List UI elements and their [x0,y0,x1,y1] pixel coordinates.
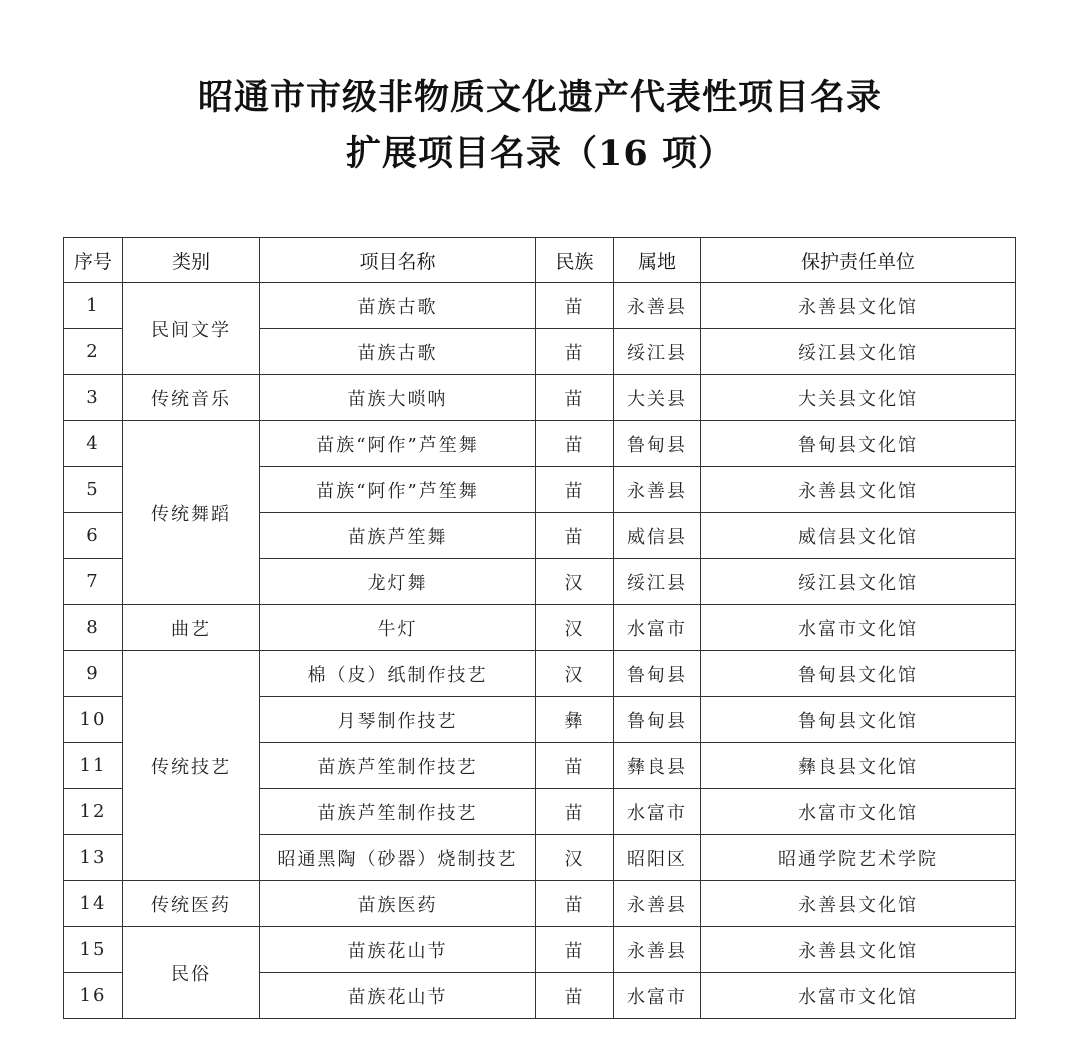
row-ethnicity: 苗 [536,375,614,421]
row-location: 鲁甸县 [614,697,701,743]
row-location: 绥江县 [614,329,701,375]
row-seq: 13 [64,835,123,881]
row-project-name: 苗族古歌 [260,283,536,329]
header-project-name: 项目名称 [260,238,536,283]
row-protection-unit: 水富市文化馆 [701,605,1016,651]
row-location: 永善县 [614,927,701,973]
row-location: 绥江县 [614,559,701,605]
category-cell: 传统医药 [123,881,260,927]
row-seq: 11 [64,743,123,789]
row-project-name: 龙灯舞 [260,559,536,605]
row-project-name: 苗族芦笙制作技艺 [260,789,536,835]
row-protection-unit: 鲁甸县文化馆 [701,651,1016,697]
row-seq: 15 [64,927,123,973]
row-ethnicity: 汉 [536,605,614,651]
row-location: 永善县 [614,881,701,927]
header-category: 类别 [123,238,260,283]
row-protection-unit: 水富市文化馆 [701,789,1016,835]
row-protection-unit: 昭通学院艺术学院 [701,835,1016,881]
row-protection-unit: 鲁甸县文化馆 [701,421,1016,467]
row-seq: 2 [64,329,123,375]
row-project-name: 苗族芦笙舞 [260,513,536,559]
row-ethnicity: 苗 [536,513,614,559]
row-ethnicity: 汉 [536,835,614,881]
category-cell: 曲艺 [123,605,260,651]
category-cell: 传统舞蹈 [123,421,260,605]
row-ethnicity: 苗 [536,973,614,1019]
row-ethnicity: 苗 [536,283,614,329]
row-ethnicity: 苗 [536,421,614,467]
row-ethnicity: 苗 [536,789,614,835]
row-project-name: 月琴制作技艺 [260,697,536,743]
category-cell: 民俗 [123,927,260,1019]
row-project-name: 苗族大唢呐 [260,375,536,421]
row-project-name: 苗族古歌 [260,329,536,375]
row-location: 水富市 [614,789,701,835]
table-row [64,375,1016,421]
row-seq: 6 [64,513,123,559]
row-protection-unit: 大关县文化馆 [701,375,1016,421]
row-seq: 9 [64,651,123,697]
table-row [64,881,1016,927]
row-ethnicity: 汉 [536,559,614,605]
row-location: 水富市 [614,973,701,1019]
row-project-name: 苗族“阿作”芦笙舞 [260,467,536,513]
row-protection-unit: 彝良县文化馆 [701,743,1016,789]
table-row [64,927,1016,973]
header-seq: 序号 [64,238,123,283]
row-location: 永善县 [614,467,701,513]
row-project-name: 昭通黑陶（砂器）烧制技艺 [260,835,536,881]
row-location: 永善县 [614,283,701,329]
row-ethnicity: 苗 [536,329,614,375]
row-project-name: 棉（皮）纸制作技艺 [260,651,536,697]
row-location: 鲁甸县 [614,421,701,467]
header-protection-unit: 保护责任单位 [701,238,1016,283]
row-protection-unit: 水富市文化馆 [701,973,1016,1019]
row-seq: 16 [64,973,123,1019]
row-protection-unit: 绥江县文化馆 [701,329,1016,375]
header-location: 属地 [614,238,701,283]
row-ethnicity: 苗 [536,467,614,513]
row-protection-unit: 永善县文化馆 [701,467,1016,513]
row-protection-unit: 永善县文化馆 [701,881,1016,927]
row-location: 昭阳区 [614,835,701,881]
category-cell: 民间文学 [123,283,260,375]
row-location: 大关县 [614,375,701,421]
row-seq: 7 [64,559,123,605]
row-seq: 14 [64,881,123,927]
row-seq: 12 [64,789,123,835]
row-protection-unit: 永善县文化馆 [701,283,1016,329]
row-protection-unit: 鲁甸县文化馆 [701,697,1016,743]
table-row [64,283,1016,329]
page-title: 昭通市市级非物质文化遗产代表性项目名录 [197,77,882,118]
category-cell: 传统技艺 [123,651,260,881]
row-seq: 1 [64,283,123,329]
row-location: 彝良县 [614,743,701,789]
row-seq: 3 [64,375,123,421]
row-project-name: 苗族芦笙制作技艺 [260,743,536,789]
row-project-name: 牛灯 [260,605,536,651]
table-header-row [64,238,1016,283]
row-protection-unit: 绥江县文化馆 [701,559,1016,605]
table-row [64,651,1016,697]
row-location: 鲁甸县 [614,651,701,697]
row-project-name: 苗族花山节 [260,927,536,973]
table-row [64,421,1016,467]
header-ethnicity: 民族 [536,238,614,283]
table-row [64,605,1016,651]
row-seq: 10 [64,697,123,743]
row-ethnicity: 苗 [536,743,614,789]
category-cell: 传统音乐 [123,375,260,421]
row-ethnicity: 汉 [536,651,614,697]
page-subtitle: 扩展项目名录（16 项） [346,133,734,174]
row-ethnicity: 苗 [536,927,614,973]
heritage-list-table [63,237,1016,1019]
row-project-name: 苗族“阿作”芦笙舞 [260,421,536,467]
row-location: 水富市 [614,605,701,651]
row-protection-unit: 永善县文化馆 [701,927,1016,973]
row-ethnicity: 苗 [536,881,614,927]
row-ethnicity: 彝 [536,697,614,743]
row-project-name: 苗族医药 [260,881,536,927]
row-project-name: 苗族花山节 [260,973,536,1019]
row-seq: 5 [64,467,123,513]
row-location: 威信县 [614,513,701,559]
row-protection-unit: 威信县文化馆 [701,513,1016,559]
row-seq: 8 [64,605,123,651]
row-seq: 4 [64,421,123,467]
